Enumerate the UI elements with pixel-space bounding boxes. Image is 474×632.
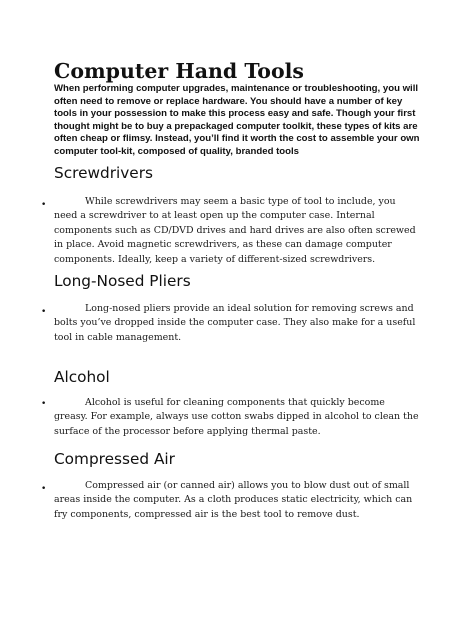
section-heading-alcohol: Alcohol (54, 368, 110, 386)
bullet-icon: • (41, 484, 47, 494)
intro-paragraph: When performing computer upgrades, maintenance or troubleshooting, you will often need to remove or replace hardware. You should have a number of key tools in your possession to make this process easy and safe. Though your first thought might be to buy a prepackaged computer toolkit, these types of kits are often cheap or flimsy. Instead, you’ll find it worth the cost to assemble your own computer tool-kit, composed of quality, branded tools (54, 83, 420, 157)
section-heading-screwdrivers: Screwdrivers (54, 164, 153, 182)
document-title: Computer Hand Tools (54, 59, 304, 83)
bullet-icon: • (41, 200, 47, 210)
section-body-compressed-air: Compressed air (or canned air) allows you to blow dust out of small areas inside the computer. As a cloth produces static electricity, which can fry components, compressed air is the best tool to remove dust. (54, 480, 413, 520)
bullet-icon: • (41, 307, 47, 317)
section-body-long-nosed-pliers: Long-nosed pliers provide an ideal solution for removing screws and bolts you’ve dropped inside the computer case. They also make for a useful tool in cable management. (54, 303, 416, 343)
section-body-alcohol: Alcohol is useful for cleaning components that quickly become greasy. For example, always use cotton swabs dipped in alcohol to clean the surface of the processor before applying thermal paste. (54, 397, 419, 437)
section-heading-compressed-air: Compressed Air (54, 450, 175, 468)
section-heading-long-nosed-pliers: Long-Nosed Pliers (54, 272, 191, 290)
bullet-icon: • (41, 399, 47, 409)
section-body-screwdrivers: While screwdrivers may seem a basic type of tool to include, you need a screwdriver to at least open up the computer case. Internal components such as CD/DVD drives and hard drives are also often screwed in place. Avoid magnetic screwdrivers, as these can damage computer components. Ideally, keep a variety of different-sized screwdrivers. (54, 196, 416, 265)
